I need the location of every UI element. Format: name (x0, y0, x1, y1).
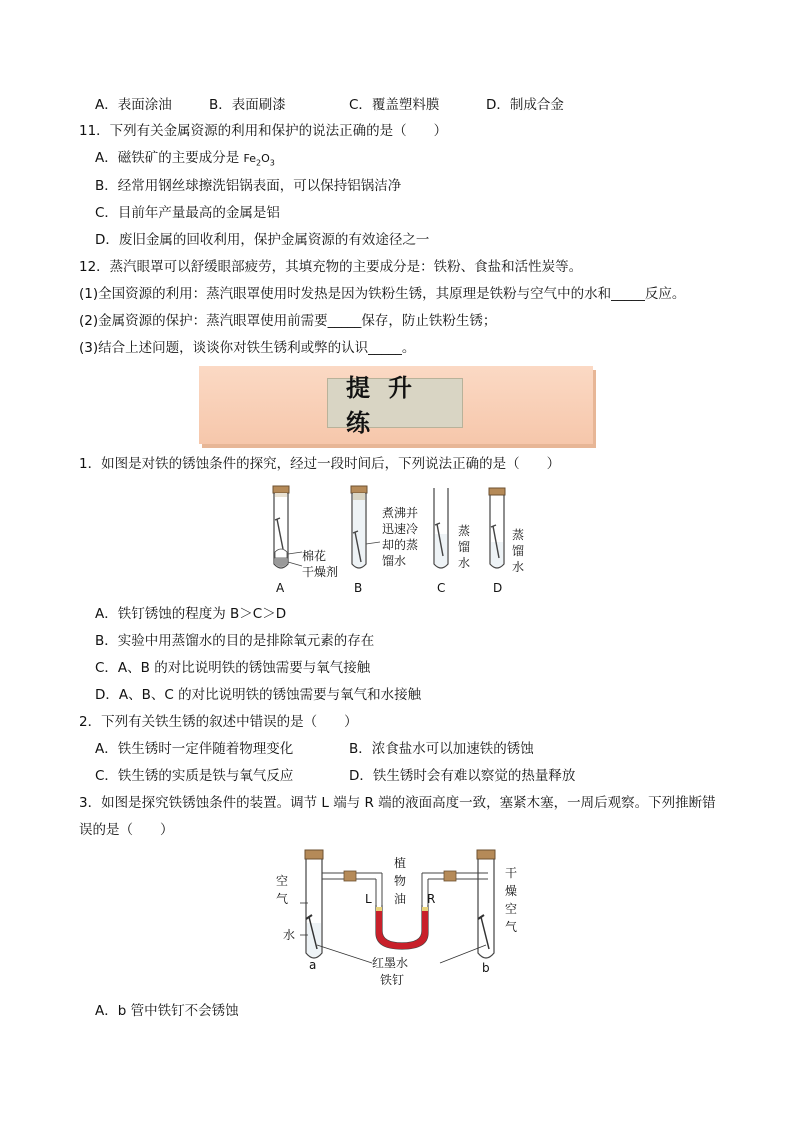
u-tube (376, 905, 428, 949)
label-red-ink: 红墨水 (372, 956, 409, 970)
q12-part-2: (2)金属资源的保护：蒸汽眼罩使用前需要_____保存，防止铁粉生锈； (79, 313, 497, 329)
q10-option-b: B．表面刷漆 (209, 97, 286, 113)
label-c-line2: 馏 (458, 540, 471, 554)
label-d-line1: 蒸 (512, 528, 525, 542)
section-banner-box (327, 374, 463, 437)
label-dry-air-1: 干 (505, 866, 518, 880)
q11-option-c: C．目前年产量最高的金属是铝 (95, 205, 280, 221)
label-r: R (427, 892, 436, 906)
q10-option-d: D．制成合金 (486, 97, 564, 113)
q11-formula-sub: 2 (256, 158, 262, 168)
q11-option-d: D．废旧金属的回收利用，保护金属资源的有效途径之一 (95, 232, 430, 248)
label-l: L (365, 892, 372, 906)
label-b-line3: 却的蒸 (382, 538, 419, 552)
tube-label-b: B (354, 581, 363, 595)
label-b-line2: 迅速冷 (382, 522, 419, 536)
p2-option-b: B．浓食盐水可以加速铁的锈蚀 (349, 741, 534, 757)
section-banner (199, 366, 593, 444)
label-desiccant: 干燥剂 (302, 565, 339, 579)
label-dry-air-2: 燥 (505, 884, 518, 898)
label-air-2: 气 (276, 892, 289, 906)
left-connector (322, 871, 382, 927)
tube-label-c: C (437, 581, 446, 595)
label-oil-1: 植 (394, 856, 407, 870)
q12-part-3: (3)结合上述问题，谈谈你对铁生锈利或弊的认识_____。 (79, 340, 416, 356)
p1-option-a: A．铁钉锈蚀的程度为 B＞C＞D (95, 606, 287, 622)
tube-d (489, 488, 505, 568)
q11-option-a (95, 149, 275, 173)
label-oil-3: 油 (394, 892, 407, 906)
q12-part-1: (1)全国资源的利用：蒸汽眼罩使用时发热是因为铁粉生锈，其原理是铁粉与空气中的水和_____反应。 (79, 286, 686, 302)
tube-b-apparatus (477, 850, 495, 958)
label-oil-2: 物 (394, 874, 407, 888)
p2-option-c: C．铁生锈的实质是铁与氧气反应 (95, 768, 294, 784)
q11-option-a-text: A．磁铁矿的主要成分是 (95, 150, 244, 166)
label-a: a (309, 958, 317, 972)
q10-option-a: A．表面涂油 (95, 97, 172, 113)
label-iron-nail: 铁钉 (380, 973, 405, 987)
label-b-line1: 煮沸并 (382, 506, 419, 520)
tube-b (351, 486, 380, 568)
p3-stem-line1: 3．如图是探究铁锈蚀条件的装置。调节 L 端与 R 端的液面高度一致，塞紧木塞，一周后观察。下列推断错 (79, 795, 716, 811)
tube-a-apparatus (305, 850, 323, 958)
label-d-line3: 水 (512, 560, 525, 574)
label-dry-air-3: 空 (505, 902, 518, 916)
label-b-line4: 馏水 (382, 554, 407, 568)
q10-option-c: C．覆盖塑料膜 (349, 97, 440, 113)
p2-option-a: A．铁生锈时一定伴随着物理变化 (95, 741, 294, 757)
section-banner-title: 提升练 (346, 374, 430, 437)
label-c-line3: 水 (458, 556, 471, 570)
label-b: b (482, 961, 490, 975)
q11-formula-o: O (261, 152, 270, 165)
label-d-line2: 馏 (512, 544, 525, 558)
p3-option-a: A．b 管中铁钉不会锈蚀 (95, 1003, 239, 1019)
p1-option-b: B．实验中用蒸馏水的目的是排除氧元素的存在 (95, 633, 375, 649)
label-cotton: 棉花 (302, 549, 327, 563)
p3-stem-line2: 误的是（ ） (79, 822, 174, 838)
q11-formula-fe: Fe (243, 152, 257, 165)
p1-option-d: D．A、B、C 的对比说明铁的锈蚀需要与氧气和水接触 (95, 687, 422, 703)
p1-stem: 1．如图是对铁的锈蚀条件的探究，经过一段时间后，下列说法正确的是（ ） (79, 456, 561, 472)
label-air-1: 空 (276, 874, 289, 888)
tube-a (273, 486, 302, 568)
label-c-line1: 蒸 (458, 524, 471, 538)
p2-stem: 2．下列有关铁生锈的叙述中错误的是（ ） (79, 714, 358, 730)
label-dry-air-4: 气 (505, 920, 518, 934)
p1-option-c: C．A、B 的对比说明铁的锈蚀需要与氧气接触 (95, 660, 371, 676)
q12-stem: 12．蒸汽眼罩可以舒缓眼部疲劳，其填充物的主要成分是：铁粉、食盐和活性炭等。 (79, 259, 583, 275)
q11-stem: 11．下列有关金属资源的利用和保护的说法正确的是（ ） (79, 123, 448, 139)
p2-option-d: D．铁生锈时会有难以察觉的热量释放 (349, 768, 576, 784)
tube-c (434, 488, 448, 568)
tube-label-a: A (276, 581, 285, 595)
label-water: 水 (283, 928, 296, 942)
tube-label-d: D (493, 581, 503, 595)
q11-option-b: B．经常用钢丝球擦洗铝锅表面，可以保持铝锅洁净 (95, 178, 402, 194)
q11-formula-sub2: 3 (269, 158, 275, 168)
